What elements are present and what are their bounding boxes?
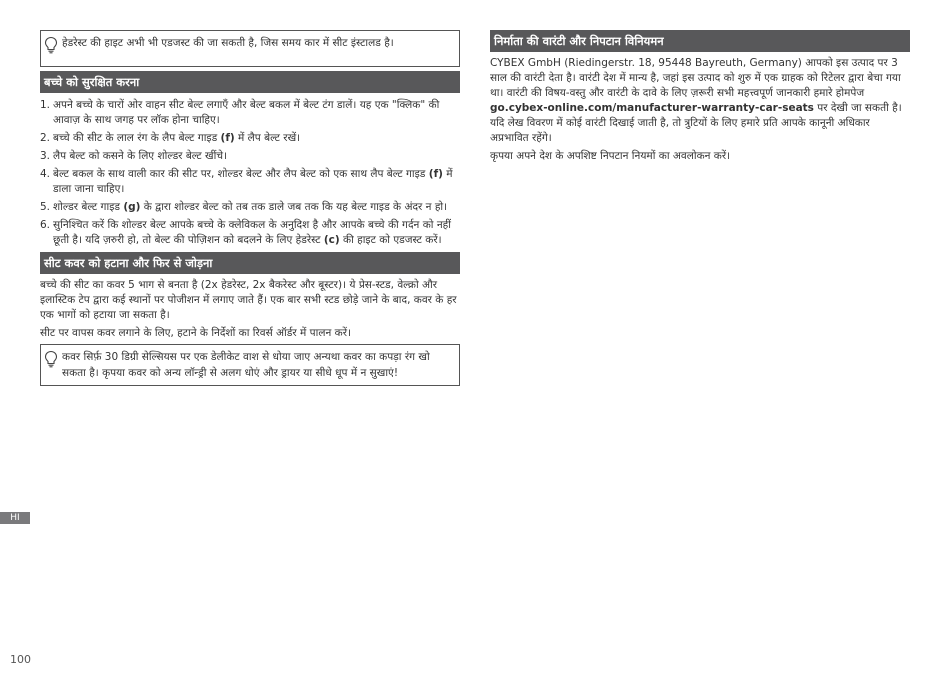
list-item [40, 200, 460, 215]
step-number: 1. [40, 99, 51, 111]
list-item [40, 98, 460, 128]
part-reference: (c) [323, 234, 340, 246]
warranty-url: go.cybex-online.com/manufacturer-warranty-car-seats [490, 102, 814, 114]
left-column [40, 30, 460, 386]
headrest-tip-box [40, 30, 460, 67]
lightbulb-icon [44, 36, 58, 54]
list-item [40, 167, 460, 197]
step-text: अपने बच्चे के चारों ओर वाहन सीट बेल्ट लगाएँ और बेल्ट बकल में बेल्ट टंग डालें। यह एक "क्लिक" की आवाज़ के साथ जगह पर लॉक होना चाहिए। [53, 99, 440, 126]
seat-cover-heading: सीट कवर को हटाना और फिर से जोड़ना [40, 252, 460, 274]
wash-tip-box [40, 344, 460, 386]
part-reference: (f) [220, 132, 235, 144]
warranty-text: पर देखी जा सकती है। यदि लेख विवरण में कोई वारंटी दिखाई जाती है, तो त्रुटियों के लिए हमारे प्रति आपके कानूनी अधिकार अप्रभावित रहेंगे। [490, 102, 902, 144]
part-reference: (g) [123, 201, 141, 213]
warranty-paragraph [490, 56, 910, 146]
page-number: 100 [10, 653, 31, 666]
list-item [40, 149, 460, 164]
step-text: शोल्डर बेल्ट गाइड [53, 201, 124, 213]
list-item [40, 131, 460, 146]
step-text: बेल्ट बकल के साथ वाली कार की सीट पर, शोल्डर बेल्ट और लैप बेल्ट को एक साथ लैप बेल्ट गाइड [53, 168, 429, 180]
secure-child-steps [40, 98, 460, 248]
right-column [490, 30, 910, 164]
step-text: की हाइट को एडजस्ट करें। [339, 234, 442, 246]
wash-tip-text: कवर सिर्फ़ 30 डिग्री सेल्सियस पर एक डेलीकेट वाश से धोया जाए अन्यथा कवर का कपड़ा रंग खो सकता है। कृपया कवर को अन्य लॉन्ड्री से अलग धोएं और ड्रायर या सीधे धूप में न सुखाएं! [62, 351, 430, 379]
step-text: बच्चे की सीट के लाल रंग के लैप बेल्ट गाइड [53, 132, 221, 144]
step-text: सुनिश्चित करें कि शोल्डर बेल्ट आपके बच्चे के क्लेविकल के अनुदिश है और आपके बच्चे की गर्दन को नहीं छूती है। यदि ज़रुरी हो, तो बेल्ट की पोज़िशन को बदलने के लिए हेडरेस्ट [53, 219, 451, 246]
step-number: 4. [40, 168, 51, 180]
list-item [40, 218, 460, 248]
language-tab: HI [0, 512, 30, 524]
lightbulb-icon [44, 350, 58, 368]
part-reference: (f) [428, 168, 443, 180]
step-number: 5. [40, 201, 51, 213]
step-text: के द्वारा शोल्डर बेल्ट को तब तक डाले जब तक कि यह बेल्ट गाइड के अंदर न हो। [140, 201, 448, 213]
headrest-tip-text: हेडरेस्ट की हाइट अभी भी एडजस्ट की जा सकती है, जिस समय कार में सीट इंस्टालड है। [62, 37, 394, 49]
warranty-heading: निर्माता की वारंटी और निपटान विनियमन [490, 30, 910, 52]
refit-cover-paragraph: सीट पर वापस कवर लगाने के लिए, हटाने के निर्देशों का रिवर्स ऑर्डर में पालन करें। [40, 327, 351, 339]
seat-cover-paragraph: बच्चे की सीट का कवर 5 भाग से बनता है (2x हेडरेस्ट, 2x बैकरेस्ट और बूस्टर)। ये प्रेस-स्टड, वेल्क्रो और इलास्टिक टेप द्वारा कई स्थानों पर पोजीशन में लगाए जाते हैं। एक बार सभी स्टड छोड़े जाने के बाद, कवर के हर एक भागों को हटाया जा सकता है। [40, 279, 457, 321]
warranty-text: CYBEX GmbH (Riedingerstr. 18, 95448 Bayreuth, Germany) आपको इस उत्पाद पर 3 साल की वारंटी देता है। वारंटी देश में मान्य है, जहां इस उत्पाद को शुरु में एक ग्राहक को रिटेलर द्वारा बेचा गया था। वारंटी की विषय-वस्तु और वारंटी के दावे के लिए ज़रूरी सभी महत्त्वपूर्ण जानकारी हमारे होमपेज [490, 57, 901, 99]
disposal-paragraph: कृपया अपने देश के अपशिष्ट निपटान नियमों का अवलोकन करें। [490, 150, 731, 162]
secure-child-heading: बच्चे को सुरक्षित करना [40, 71, 460, 93]
step-number: 2. [40, 132, 51, 144]
step-text: में डाला जाना चाहिए। [53, 168, 453, 195]
step-number: 6. [40, 219, 51, 231]
step-text: लैप बेल्ट को कसने के लिए शोल्डर बेल्ट खींचे। [53, 150, 227, 162]
step-number: 3. [40, 150, 51, 162]
step-text: में लैप बेल्ट रखें। [234, 132, 301, 144]
